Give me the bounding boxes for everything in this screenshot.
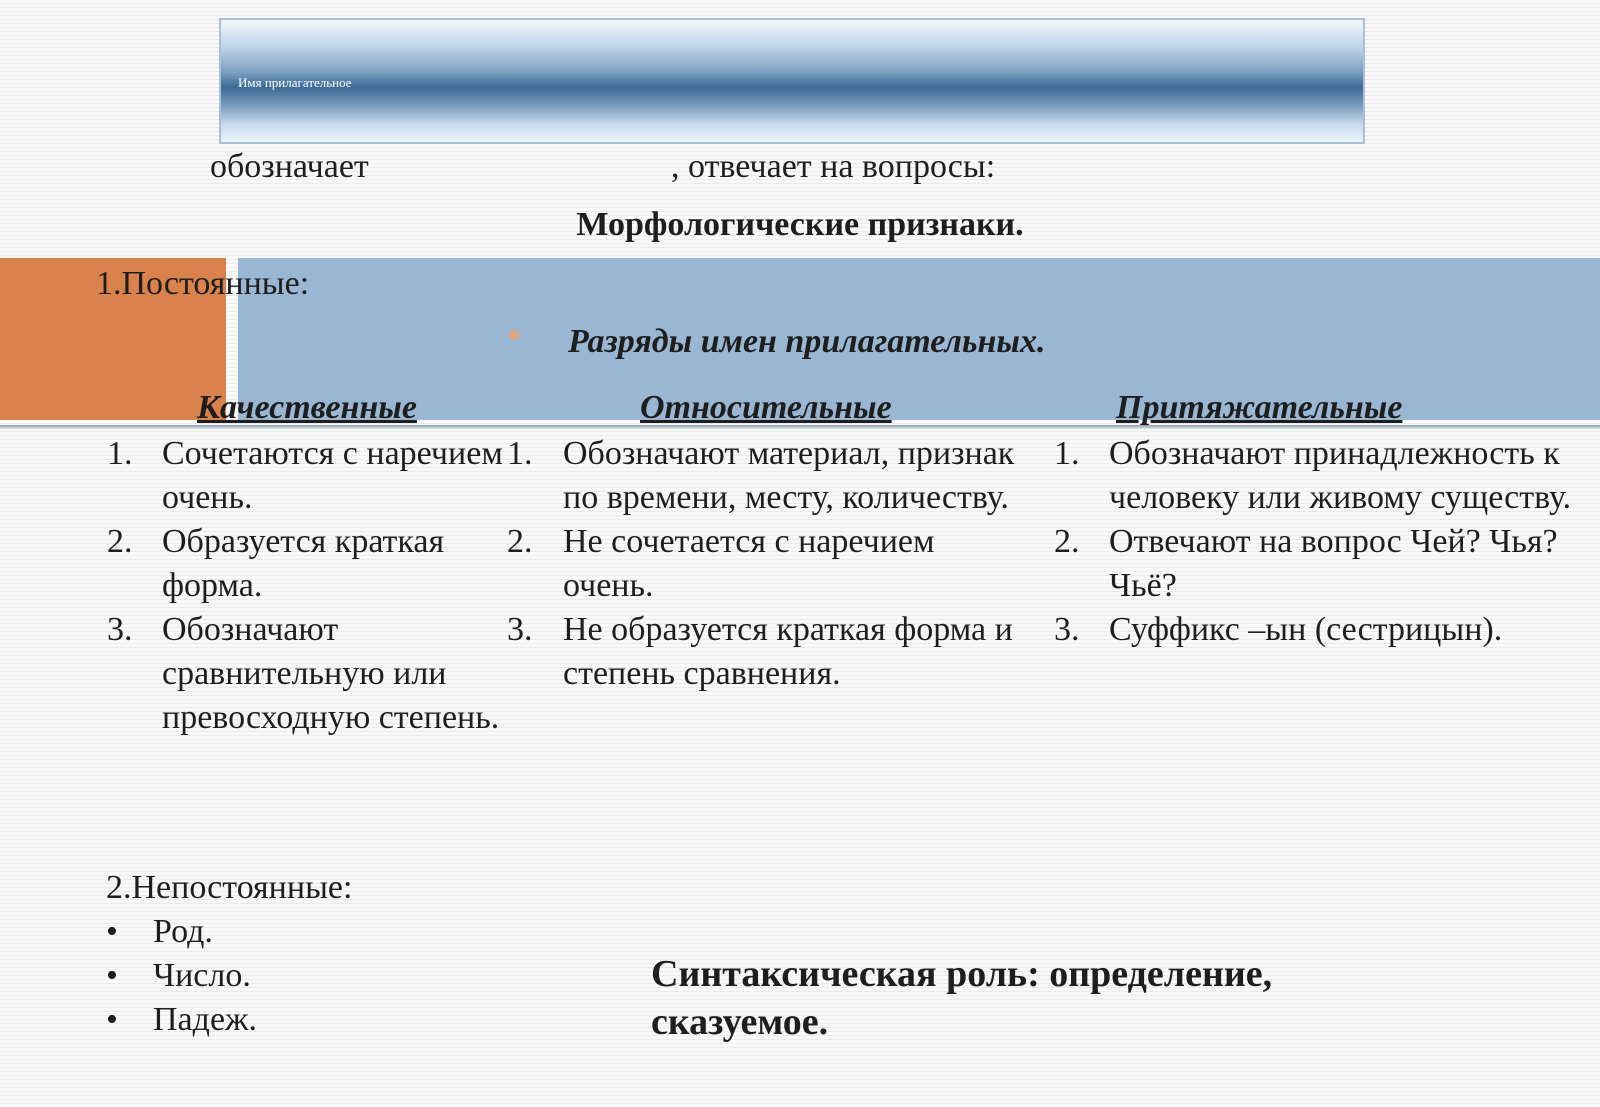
item-number: 2. <box>1054 523 1080 560</box>
item-text: Обозначают сравнительную или превосходную степень. <box>162 611 500 736</box>
list-item <box>107 520 542 608</box>
list-item <box>107 608 542 740</box>
nonconstant-heading: 2.Непостоянные: <box>106 869 353 906</box>
column-qualitative <box>107 432 542 740</box>
item-number: 1. <box>507 435 533 472</box>
list-item <box>507 608 1033 696</box>
item-text: Обозначают принадлежность к человеку или живому существу. <box>1109 435 1572 516</box>
item-text: Число. <box>153 957 251 994</box>
list-item <box>1054 608 1579 652</box>
item-text: Образуется краткая форма. <box>162 523 445 604</box>
list-item <box>106 954 257 998</box>
column-header-relative: Относительные <box>640 389 892 426</box>
syntax-role-line2: сказуемое. <box>651 1001 829 1043</box>
item-number: 2. <box>107 523 133 560</box>
syntax-role-line1: Синтаксическая роль: определение, <box>651 953 1273 995</box>
bullet-icon: • <box>106 1001 118 1038</box>
item-number: 3. <box>1054 611 1080 648</box>
list-item <box>1054 520 1579 608</box>
bullet-dot-icon <box>509 330 519 340</box>
column-header-qualitative: Качественные <box>197 389 417 426</box>
item-number: 1. <box>107 435 133 472</box>
list-item <box>106 910 257 954</box>
categories-heading: Разряды имен прилагательных. <box>568 323 1046 360</box>
title-banner <box>219 18 1365 144</box>
list-item <box>106 998 257 1042</box>
constant-heading: 1.Постоянные: <box>96 265 310 302</box>
column-header-possessive: Притяжательные <box>1116 389 1403 426</box>
list-item <box>107 432 542 520</box>
item-number: 2. <box>507 523 533 560</box>
column-relative <box>507 432 1033 696</box>
item-text: Род. <box>153 913 213 950</box>
intro-part1: обозначает <box>210 148 369 185</box>
item-text: Сочетаются с наречием очень. <box>162 435 503 516</box>
list-item <box>507 520 1033 608</box>
intro-part2: , отвечает на вопросы: <box>671 148 996 185</box>
item-text: Падеж. <box>153 1001 258 1038</box>
item-number: 3. <box>507 611 533 648</box>
item-text: Суффикс –ын (сестрицын). <box>1109 611 1503 648</box>
slide-title: Имя прилагательное <box>238 75 352 90</box>
bullet-icon: • <box>106 957 118 994</box>
morph-heading: Морфологические признаки. <box>576 206 1024 243</box>
item-number: 3. <box>107 611 133 648</box>
item-number: 1. <box>1054 435 1080 472</box>
item-text: Обозначают материал, признак по времени, месту, количеству. <box>563 435 1015 516</box>
syntax-role <box>651 950 1272 1046</box>
nonconstant-list <box>106 910 257 1042</box>
item-text: Не сочетается с наречием очень. <box>563 523 935 604</box>
bullet-icon: • <box>106 913 118 950</box>
column-possessive <box>1054 432 1579 652</box>
item-text: Не образуется краткая форма и степень сравнения. <box>563 611 1013 692</box>
item-text: Отвечают на вопрос Чей? Чья? Чьё? <box>1109 523 1558 604</box>
list-item <box>507 432 1033 520</box>
list-item <box>1054 432 1579 520</box>
